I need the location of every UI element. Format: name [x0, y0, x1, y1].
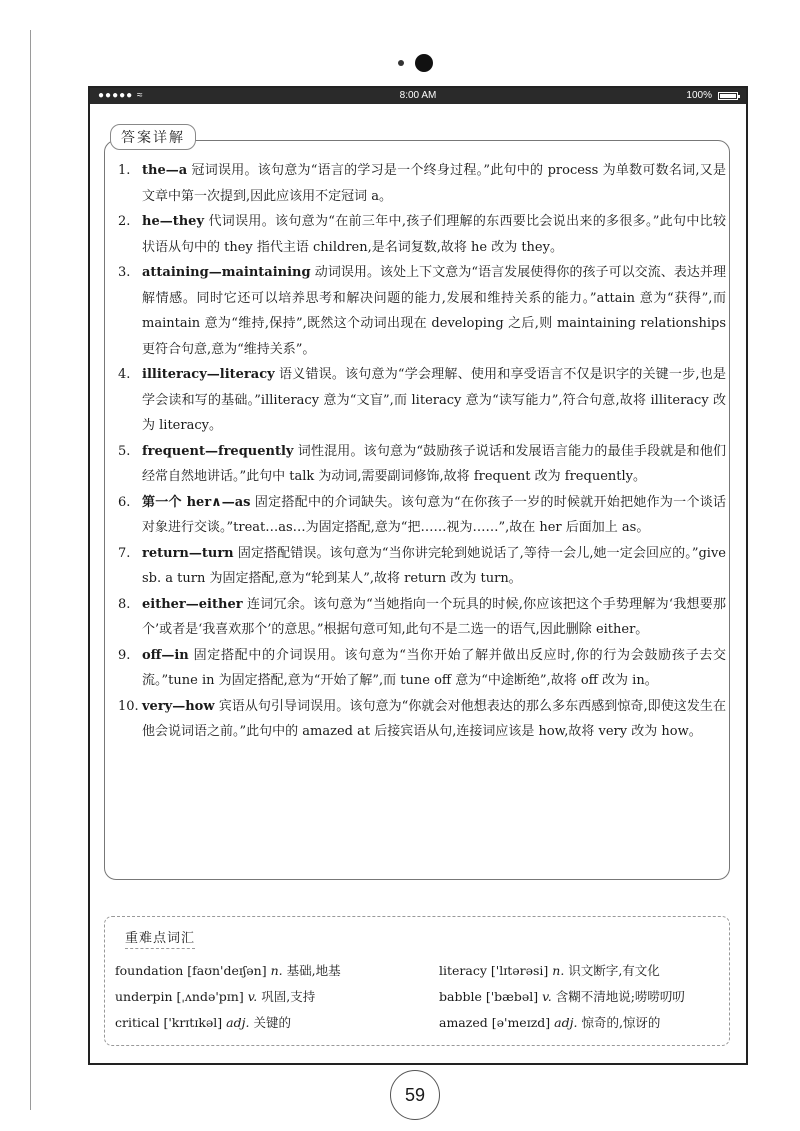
answer-item: [108, 209, 726, 260]
answer-number: 8.: [118, 596, 131, 612]
answer-number: 4.: [118, 367, 131, 382]
vocab-pos: adj.: [226, 1015, 250, 1030]
answer-item: [108, 694, 726, 745]
camera-dot: [415, 54, 433, 72]
sensor-dot: [398, 60, 404, 66]
vocab-word: babble: [439, 989, 482, 1004]
vocab-word: underpin: [115, 989, 173, 1004]
answer-key: illiteracy—literacy: [142, 367, 275, 382]
answer-item: [108, 643, 726, 694]
battery-fill: [720, 94, 736, 98]
answer-item: [108, 260, 726, 362]
answer-item: [108, 490, 726, 541]
vocab-entry: [115, 987, 315, 1005]
answer-item: [108, 439, 726, 490]
battery-icon: [718, 92, 738, 100]
vocab-meaning: 识文断字,有文化: [568, 963, 660, 978]
answer-key: either—either: [142, 596, 243, 612]
vocab-entry: [115, 961, 341, 979]
vocab-phonetic: ['bæbəl]: [485, 989, 539, 1004]
vocab-meaning: 巩固,支持: [261, 989, 316, 1004]
answer-text: 宾语从句引导词误用。该句意为“你就会对他想表达的那么多东西感到惊奇,即使这发生在他会说词语之前。”此句中的 amazed at 后接宾语从句,连接词应该是 how,故将 very 改为 how。: [142, 698, 726, 739]
battery-percent: 100%: [686, 90, 712, 101]
vocab-pos: n.: [552, 963, 565, 978]
vocab-entry: [439, 1013, 660, 1031]
vocab-pos: v.: [542, 989, 552, 1004]
phone-frame: [88, 86, 748, 1065]
answer-text: 固定搭配错误。该句意为“当你讲完轮到她说话了,等待一会儿,她一定会回应的。”give sb. a turn 为固定搭配,意为“轮到某人”,故将 return 改为 turn。: [142, 545, 726, 586]
answer-number: 10.: [118, 698, 139, 714]
answer-text: 冠词误用。该句意为“语言的学习是一个终身过程。”此句中的 process 为单数可数名词,又是文章中第一次提到,因此应该用不定冠词 a。: [142, 163, 726, 204]
vocab-meaning: 关键的: [253, 1015, 291, 1030]
vocab-phonetic: ['krɪtɪkəl]: [163, 1015, 223, 1030]
signal-indicator: ●●●●● ≈: [98, 90, 144, 101]
answer-key: off—in: [142, 647, 189, 663]
answer-text: 代词误用。该句意为“在前三年中,孩子们理解的东西要比会说出来的多很多。”此句中比较状语从句中的 they 指代主语 children,是名词复数,故将 he 改为 they。: [142, 214, 726, 255]
status-bar: [90, 88, 746, 104]
vocab-section-title: 重难点词汇: [125, 927, 195, 949]
vocab-word: critical: [115, 1015, 160, 1030]
vocab-pos: n.: [270, 963, 283, 978]
answer-item: [108, 541, 726, 592]
vocab-word: amazed: [439, 1015, 488, 1030]
answer-number: 9.: [118, 647, 131, 663]
answer-key: return—turn: [142, 545, 234, 561]
answer-text: 连词冗余。该句意为“当她指向一个玩具的时候,你应该把这个手势理解为‘我想要那个’或者是‘我喜欢那个’的意思。”根据句意可知,此句不是二选一的语气,因此删除 either。: [142, 596, 726, 637]
status-time: 8:00 AM: [399, 90, 437, 101]
page-number: 59: [390, 1070, 440, 1120]
answer-number: 5.: [118, 443, 131, 459]
answer-item: [108, 592, 726, 643]
vocab-phonetic: ['lɪtərəsi]: [490, 963, 549, 978]
vocab-entry: [439, 961, 660, 979]
vocab-pos: v.: [247, 989, 258, 1004]
vocab-phonetic: [ˌʌndə'pɪn]: [176, 989, 244, 1004]
margin-line: [30, 30, 31, 1110]
answer-key: attaining—maintaining: [142, 265, 311, 280]
answer-text: 动词误用。该处上下文意为“语言发展使得你的孩子可以交流、表达并理解情感。同时它还可以培养思考和解决问题的能力,发展和维持关系的能力。”attain 意为“获得”,而 maintain 意为“维持,保持”,既然这个动词出现在 developing 之后,则 maintaining relationships 更符合句意,意为“维持关系”。: [142, 265, 726, 357]
vocab-meaning: 含糊不清地说;唠唠叨叨: [555, 989, 685, 1004]
answer-text: 固定搭配中的介词缺失。该句意为“在你孩子一岁的时候就开始把她作为一个谈话对象进行交谈。”treat…as…为固定搭配,意为“把……视为……”,故在 her 后面加上 as。: [142, 494, 726, 535]
answer-key: he—they: [142, 214, 205, 229]
vocab-entry: [439, 987, 685, 1005]
vocab-section: [104, 916, 730, 1046]
vocab-entry: [115, 1013, 291, 1031]
answer-text: 固定搭配中的介词误用。该句意为“当你开始了解并做出反应时,你的行为会鼓励孩子去交流。”tune in 为固定搭配,意为“开始了解”,而 tune off 意为“中途断绝”,故将 off 改为 in。: [142, 647, 726, 688]
vocab-pos: adj.: [554, 1015, 578, 1030]
answer-number: 2.: [118, 214, 131, 229]
answer-text: 词性混用。该句意为“鼓励孩子说话和发展语言能力的最佳手段就是和他们经常自然地讲话。”此句中 talk 为动词,需要副词修饰,故将 frequent 改为 frequently。: [142, 443, 726, 484]
vocab-meaning: 惊奇的,惊讶的: [581, 1015, 661, 1030]
vocab-meaning: 基础,地基: [286, 963, 341, 978]
answer-key: very—how: [142, 698, 215, 714]
answer-number: 6.: [118, 494, 131, 510]
answer-key: frequent—frequently: [142, 443, 294, 459]
answer-number: 1.: [118, 163, 131, 178]
answer-list: [108, 158, 726, 745]
answer-text: 语义错误。该句意为“学会理解、使用和享受语言不仅是识字的关键一步,也是学会读和写的基础。”illiteracy 意为“文盲”,而 literacy 意为“读写能力”,符合句意,故将 illiteracy 改为 literacy。: [142, 367, 726, 433]
vocab-word: foundation: [115, 963, 184, 978]
answer-item: [108, 362, 726, 439]
answer-key: the—a: [142, 163, 188, 178]
answer-section-title: 答案详解: [110, 124, 196, 150]
vocab-phonetic: [ə'meɪzd]: [491, 1015, 551, 1030]
vocab-word: literacy: [439, 963, 487, 978]
vocab-phonetic: [faʊn'deɪʃən]: [187, 963, 267, 978]
answer-key: 第一个 her∧—as: [142, 494, 251, 510]
answer-number: 3.: [118, 265, 131, 280]
answer-number: 7.: [118, 545, 131, 561]
answer-item: [108, 158, 726, 209]
